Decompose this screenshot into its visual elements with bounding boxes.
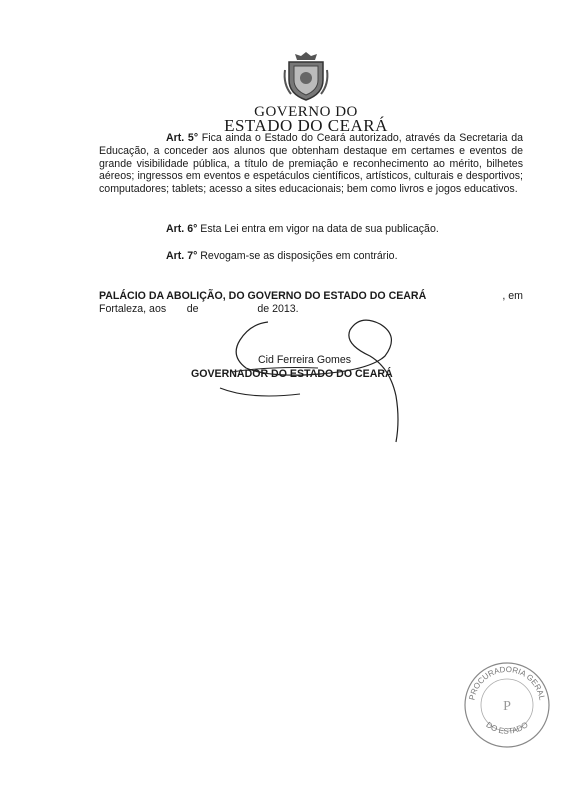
svg-text:PROCURADORIA GERAL bbox=[467, 665, 546, 701]
article-7-label: Art. 7° bbox=[166, 250, 198, 262]
article-6-paragraph bbox=[99, 223, 523, 236]
palace-closing-paragraph bbox=[99, 290, 523, 316]
article-7-text: Revogam-se as disposições em contrário. bbox=[197, 250, 398, 262]
article-6-text: Esta Lei entra em vigor na data de sua publicação. bbox=[197, 223, 439, 235]
attorney-general-stamp-icon bbox=[462, 660, 552, 750]
article-7-paragraph bbox=[99, 250, 523, 263]
svg-text:DO ESTADO bbox=[484, 720, 529, 736]
article-6-label: Art. 6° bbox=[166, 223, 198, 235]
governor-title: GOVERNADOR DO ESTADO DO CEARÁ bbox=[191, 368, 393, 380]
header-government: GOVERNO DO bbox=[254, 104, 358, 120]
palace-rest: , em bbox=[502, 290, 523, 302]
stamp-bottom-text: DO ESTADO bbox=[484, 720, 530, 736]
article-5-paragraph bbox=[99, 132, 523, 196]
palace-name: PALÁCIO DA ABOLIÇÃO, DO GOVERNO DO ESTADO DO CEARÁ bbox=[99, 290, 427, 302]
stamp-initials: P bbox=[503, 699, 511, 714]
handwritten-signature bbox=[210, 316, 440, 446]
article-5-label: Art. 5° bbox=[166, 132, 199, 144]
header-state: ESTADO DO CEARÁ bbox=[224, 116, 388, 135]
governor-name: Cid Ferreira Gomes bbox=[258, 354, 352, 366]
stamp-top-text: PROCURADORIA GERAL bbox=[467, 664, 547, 701]
article-5-text: Fica ainda o Estado do Ceará autorizado, através da Secretaria da Educação, a conceder aos alunos que obtenham destaque em certames e eventos de grande visibilidade pública, a título de premiação e reconhecimento ao mérito, bilhetes aéreos; ingressos em eventos e espetáculos científicos, artísticos, culturais e desportivos; computadores; tablets; acesso a sites educacionais; bem como livros e jogos educativos. bbox=[99, 132, 523, 196]
date-line: Fortaleza, aos de de 2013. bbox=[99, 302, 299, 315]
state-coat-of-arms-icon bbox=[281, 50, 331, 102]
